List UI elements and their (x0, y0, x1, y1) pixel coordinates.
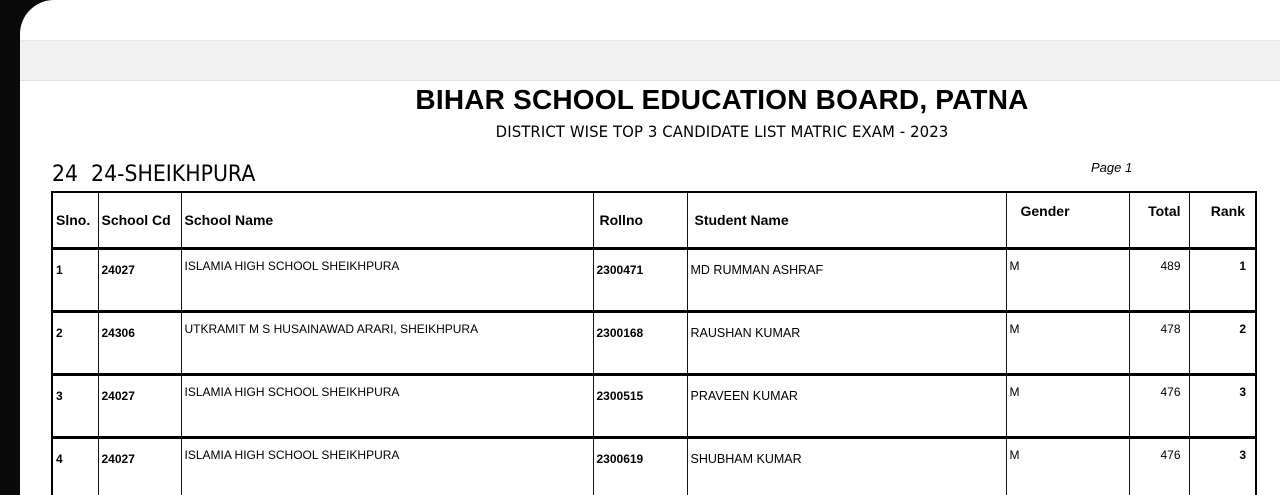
cell-rank: 3 (1189, 375, 1256, 438)
district-heading (52, 162, 255, 187)
table-header-row (52, 192, 1256, 249)
cell-gender: M (1006, 375, 1129, 438)
cell-student-name: RAUSHAN KUMAR (687, 312, 1006, 375)
cell-total: 489 (1129, 249, 1189, 312)
cell-student-name: SHUBHAM KUMAR (687, 438, 1006, 495)
cell-slno: 4 (52, 438, 98, 495)
col-header-slno: Slno. (52, 192, 98, 249)
page-number: Page 1 (1091, 160, 1133, 175)
cell-school-cd: 24306 (98, 312, 181, 375)
cell-total: 478 (1129, 312, 1189, 375)
cell-school-name: UTKRAMIT M S HUSAINAWAD ARARI, SHEIKHPURA (181, 312, 593, 375)
cell-slno: 3 (52, 375, 98, 438)
col-header-rollno: Rollno (593, 192, 687, 249)
document-sheet (20, 0, 1280, 495)
cell-rollno: 2300515 (593, 375, 687, 438)
cell-school-cd: 24027 (98, 375, 181, 438)
cell-school-name: ISLAMIA HIGH SCHOOL SHEIKHPURA (181, 438, 593, 495)
table-row (52, 438, 1256, 495)
cell-rank: 2 (1189, 312, 1256, 375)
col-header-school-cd: School Cd (98, 192, 181, 249)
viewer-toolbar (20, 40, 1280, 81)
table-row (52, 375, 1256, 438)
cell-gender: M (1006, 438, 1129, 495)
cell-rollno: 2300471 (593, 249, 687, 312)
cell-school-cd: 24027 (98, 249, 181, 312)
cell-rank: 3 (1189, 438, 1256, 495)
candidate-table (51, 191, 1257, 495)
cell-student-name: MD RUMMAN ASHRAF (687, 249, 1006, 312)
table-row (52, 312, 1256, 375)
cell-slno: 1 (52, 249, 98, 312)
cell-slno: 2 (52, 312, 98, 375)
col-header-gender: Gender (1006, 192, 1129, 249)
cell-total: 476 (1129, 438, 1189, 495)
district-code: 24 (52, 162, 79, 187)
cell-school-name: ISLAMIA HIGH SCHOOL SHEIKHPURA (181, 375, 593, 438)
col-header-rank: Rank (1189, 192, 1256, 249)
cell-student-name: PRAVEEN KUMAR (687, 375, 1006, 438)
cell-rank: 1 (1189, 249, 1256, 312)
district-name: 24-SHEIKHPURA (91, 162, 256, 187)
col-header-student-name: Student Name (687, 192, 1006, 249)
table-row (52, 249, 1256, 312)
page-subtitle: DISTRICT WISE TOP 3 CANDIDATE LIST MATRIC EXAM - 2023 (495, 122, 949, 141)
col-header-school-name: School Name (181, 192, 593, 249)
page-title: BIHAR SCHOOL EDUCATION BOARD, PATNA (415, 84, 1029, 115)
cell-gender: M (1006, 249, 1129, 312)
cell-school-cd: 24027 (98, 438, 181, 495)
cell-rollno: 2300619 (593, 438, 687, 495)
cell-school-name: ISLAMIA HIGH SCHOOL SHEIKHPURA (181, 249, 593, 312)
cell-rollno: 2300168 (593, 312, 687, 375)
col-header-total: Total (1129, 192, 1189, 249)
cell-total: 476 (1129, 375, 1189, 438)
cell-gender: M (1006, 312, 1129, 375)
